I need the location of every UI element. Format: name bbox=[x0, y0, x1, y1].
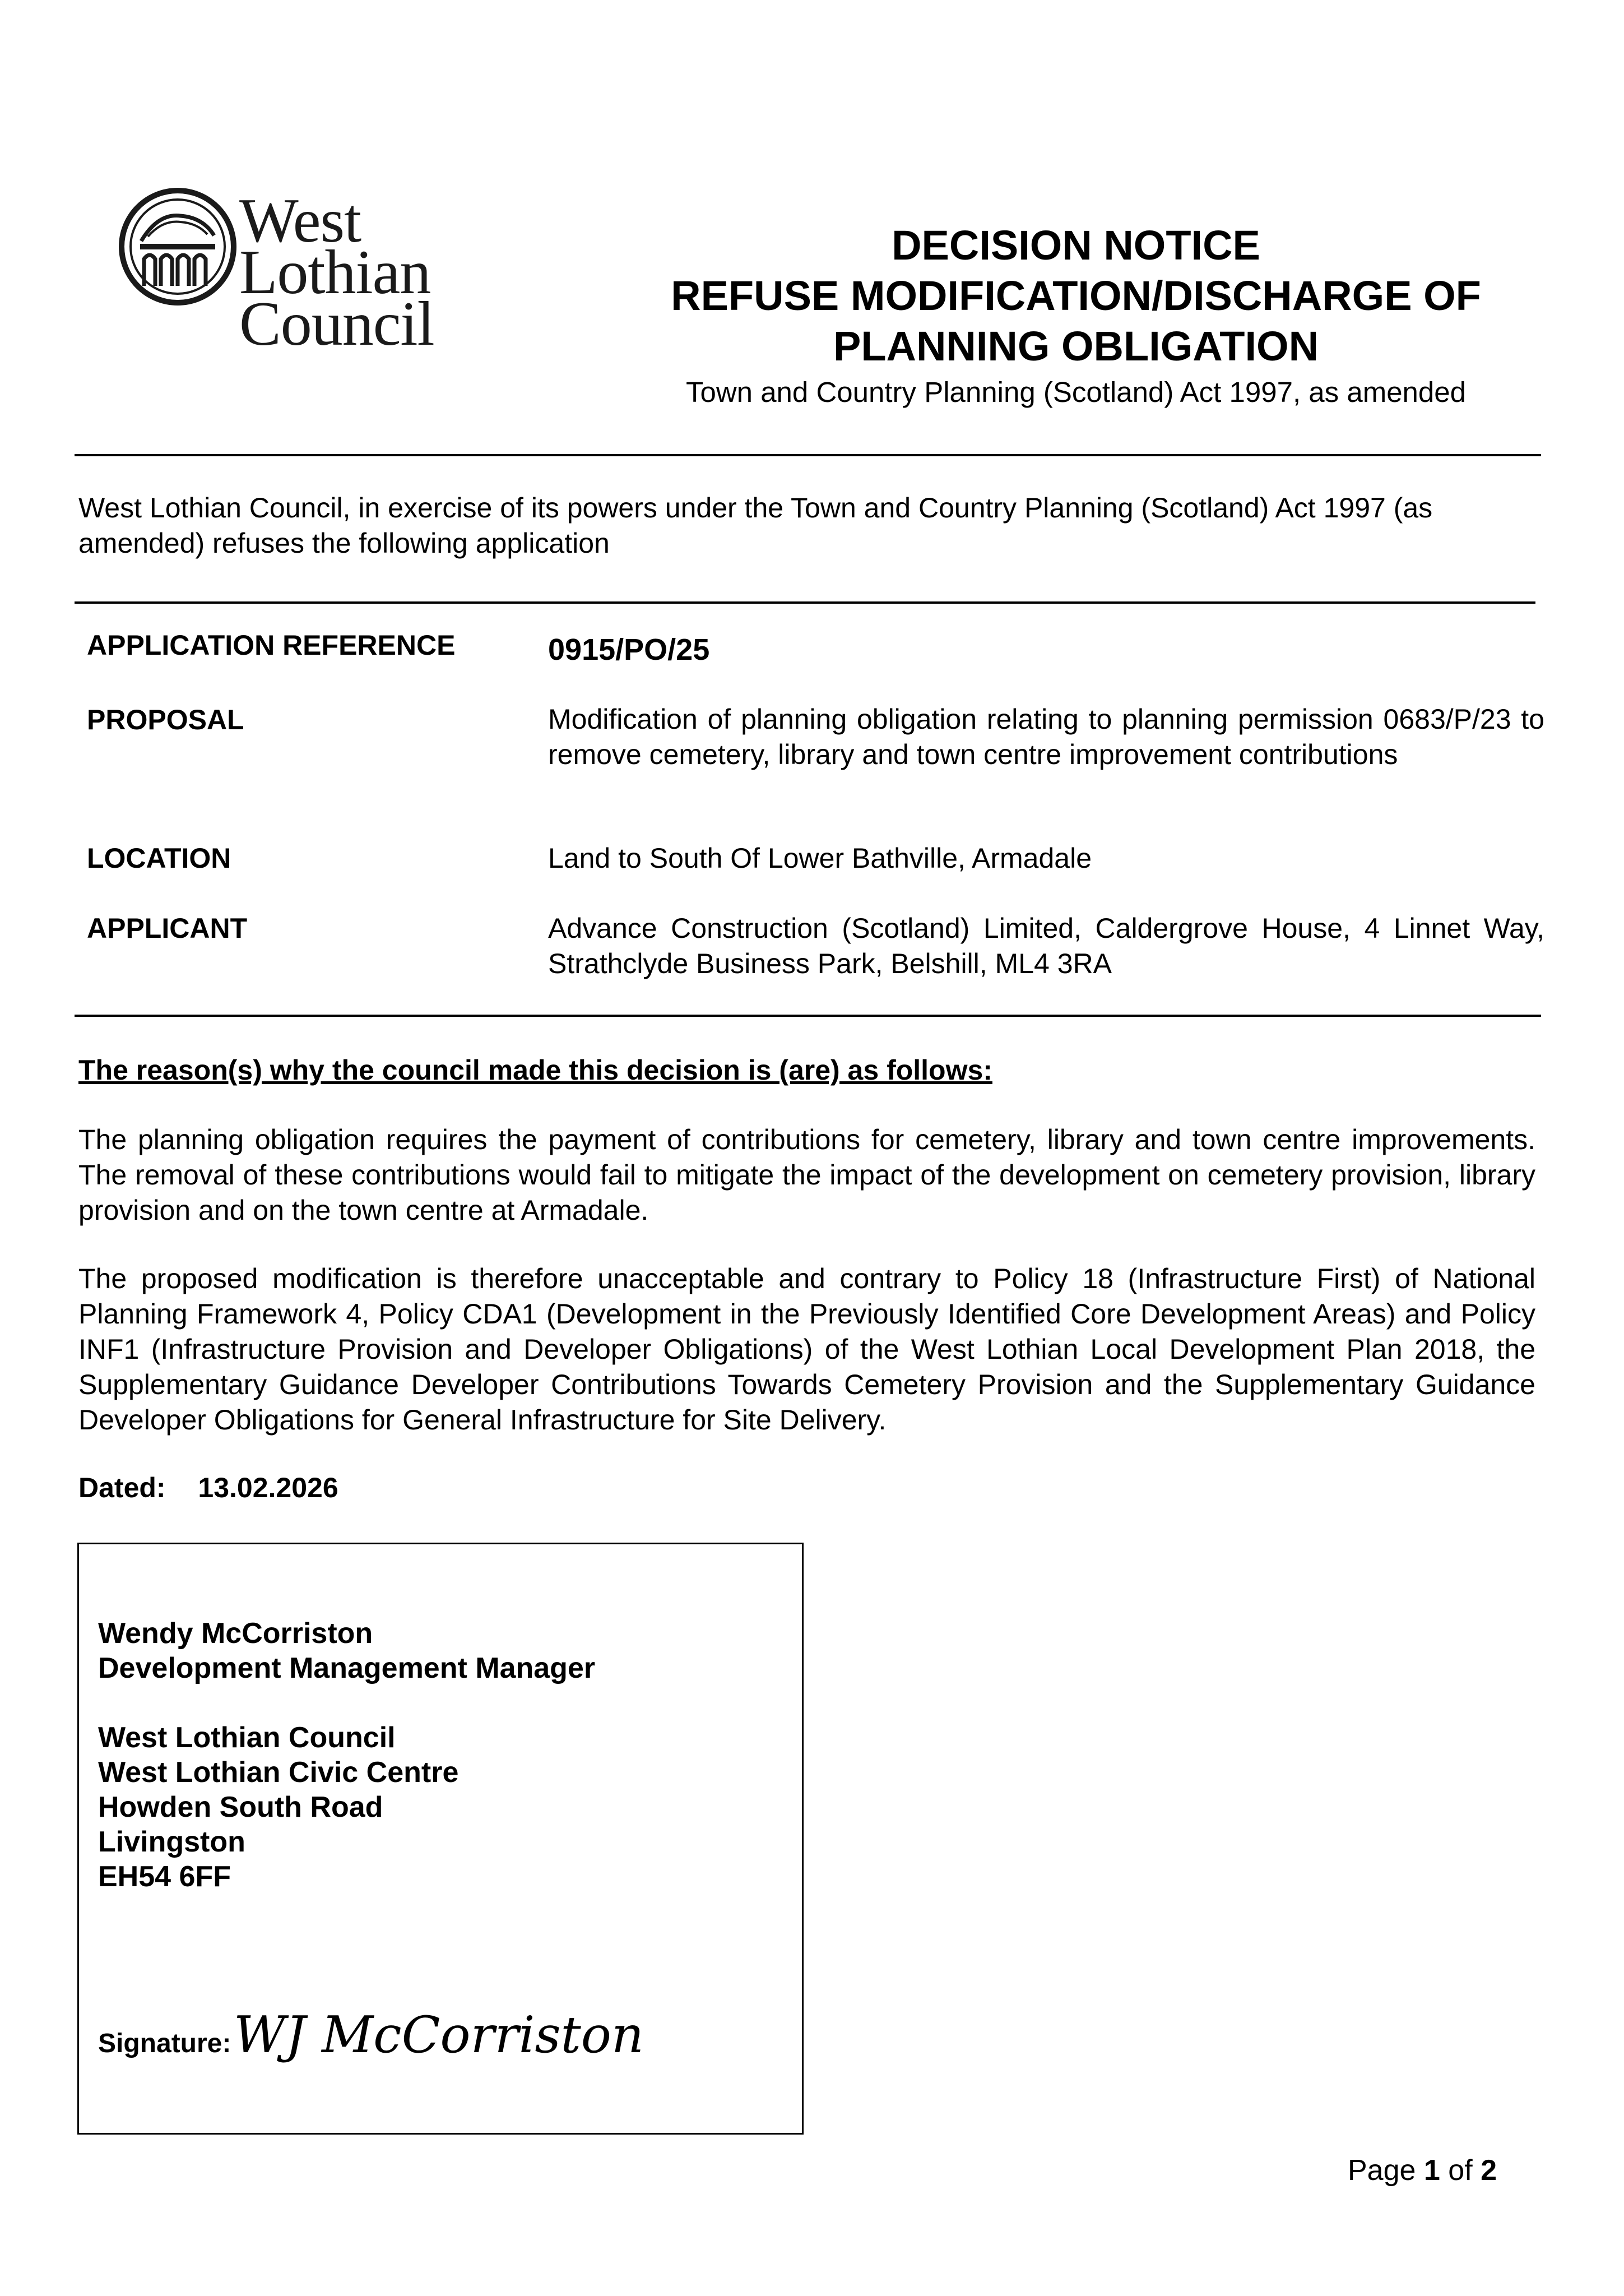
label-proposal: PROPOSAL bbox=[87, 704, 244, 735]
label-applicant: APPLICANT bbox=[87, 913, 248, 944]
address-line-1: West Lothian Council bbox=[98, 1721, 396, 1754]
signature-label: Signature: bbox=[98, 2029, 231, 2058]
divider-reasons bbox=[75, 1015, 1541, 1017]
signatory-block bbox=[98, 1616, 595, 1894]
page-number: 1 bbox=[1423, 2154, 1440, 2187]
signature-line bbox=[98, 2006, 644, 2064]
logo-line-2: Council bbox=[239, 289, 434, 359]
value-location: Land to South Of Lower Bathville, Armadale bbox=[548, 843, 1092, 874]
dated-label: Dated: bbox=[78, 1472, 166, 1503]
intro-paragraph: West Lothian Council, in exercise of its powers under the Town and Country Planning (Scotland) Act 1997 (as amended) refuses the following application bbox=[78, 492, 1433, 559]
reasons-heading: The reason(s) why the council made this decision is (are) as follows: bbox=[78, 1054, 992, 1086]
reason-paragraph-1: The planning obligation requires the payment of contributions for cemetery, library and town centre improvements. The removal of these contributions would fail to mitigate the impact of the development on cemetery provision, library provision and on the town centre at Armadale. bbox=[78, 1124, 1535, 1226]
page-total: 2 bbox=[1481, 2154, 1497, 2187]
value-application-reference: 0915/PO/25 bbox=[548, 633, 710, 666]
divider-details bbox=[75, 601, 1535, 604]
address-line-3: Howden South Road bbox=[98, 1791, 383, 1823]
viaduct-emblem-icon bbox=[119, 185, 236, 308]
label-application-reference: APPLICATION REFERENCE bbox=[87, 629, 456, 661]
value-proposal: Modification of planning obligation relating to planning permission 0683/P/23 to remove cemetery, library and town centre improvement contributions bbox=[548, 703, 1544, 770]
reason-paragraph-2: The proposed modification is therefore unacceptable and contrary to Policy 18 (Infrastructure First) of National Planning Framework 4, Policy CDA1 (Development in the Previously Identified Core Development Areas) and Policy INF1 (Infrastructure Provision and Developer Obligations) of the West Lothian Local Development Plan 2018, the Supplementary Guidance Developer Contributions Towards Cemetery Provision and the Supplementary Guidance Developer Obligations for General Infrastructure for Site Delivery. bbox=[78, 1263, 1535, 1436]
of-word: of bbox=[1448, 2154, 1473, 2187]
address-line-5: EH54 6FF bbox=[98, 1860, 231, 1893]
title-line-2: REFUSE MODIFICATION/DISCHARGE OF bbox=[671, 272, 1481, 319]
subtitle: Town and Country Planning (Scotland) Act 1997, as amended bbox=[685, 376, 1467, 408]
signatory-name: Wendy McCorriston bbox=[98, 1617, 373, 1650]
page-word: Page bbox=[1348, 2154, 1416, 2187]
address-line-2: West Lothian Civic Centre bbox=[98, 1756, 459, 1789]
title-line-1: DECISION NOTICE bbox=[892, 222, 1260, 269]
dated-line bbox=[78, 1470, 338, 1506]
divider-top bbox=[75, 454, 1541, 456]
handwritten-signature: WJ McCorriston bbox=[233, 2006, 644, 2064]
dated-value: 13.02.2026 bbox=[198, 1472, 338, 1503]
logo-line-1: West Lothian bbox=[239, 186, 431, 307]
page-indicator bbox=[1348, 2154, 1497, 2187]
value-applicant: Advance Construction (Scotland) Limited, Caldergrove House, 4 Linnet Way, Strathclyde Business Park, Belshill, ML4 3RA bbox=[548, 913, 1544, 979]
address-line-4: Livingston bbox=[98, 1826, 245, 1858]
council-logo bbox=[119, 185, 567, 359]
signature-box bbox=[77, 1543, 804, 2135]
title-line-3: PLANNING OBLIGATION bbox=[833, 323, 1319, 369]
label-location: LOCATION bbox=[87, 843, 231, 874]
signatory-role: Development Management Manager bbox=[98, 1652, 596, 1684]
logo-wordmark bbox=[239, 186, 567, 359]
